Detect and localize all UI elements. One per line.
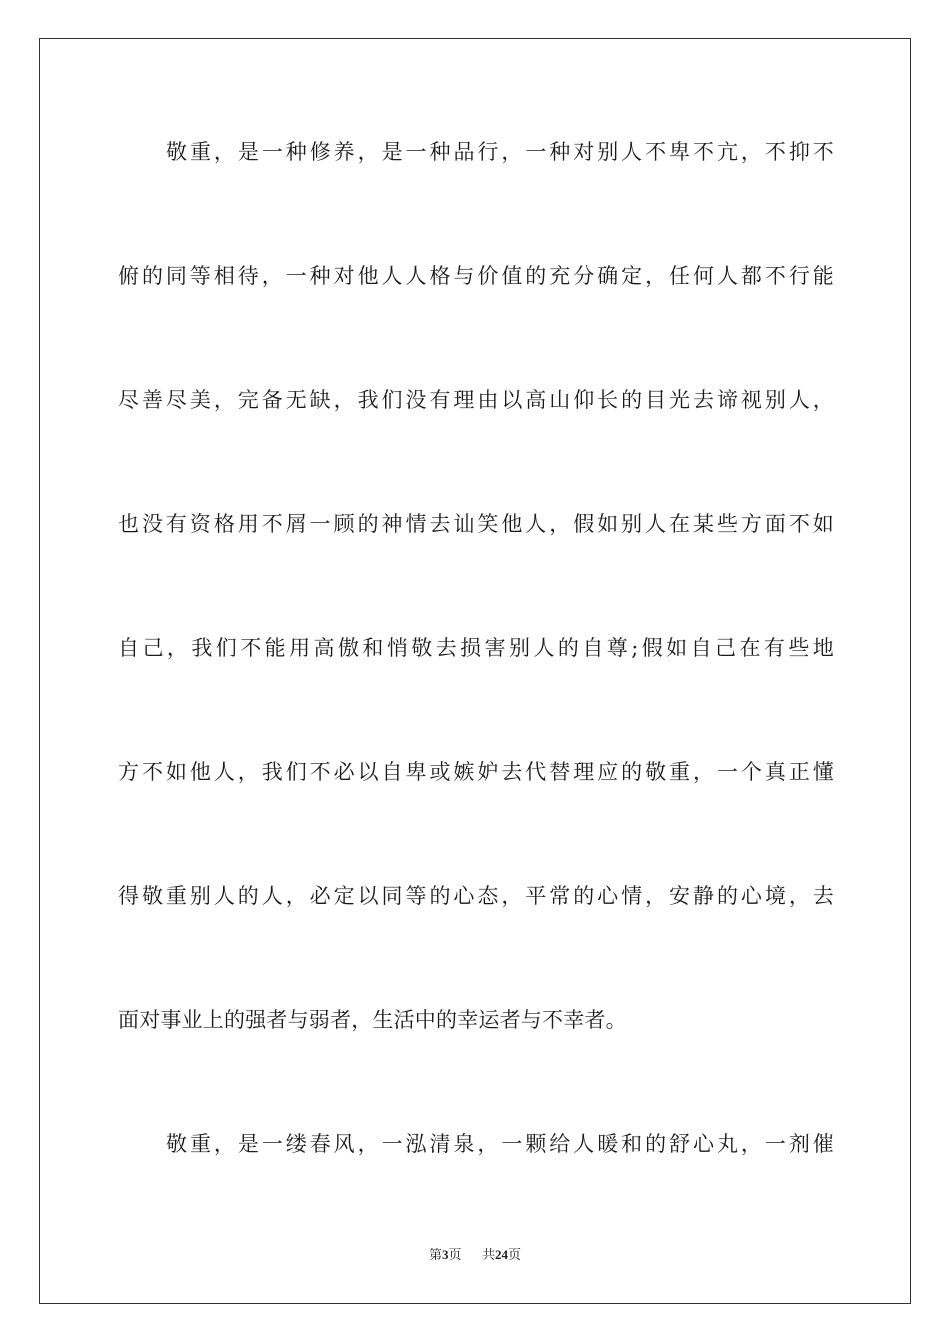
- page-footer: [0, 1246, 950, 1264]
- footer-page-number: 3: [441, 1247, 449, 1262]
- paragraph-1-line-2: 俯的同等相待，一种对他人人格与价值的充分确定，任何人都不行能: [118, 264, 834, 288]
- paragraph-2-line-1: 敬重，是一缕春风，一泓清泉，一颗给人暖和的舒心丸，一剂催: [166, 1132, 834, 1156]
- paragraph-1-line-1: 敬重，是一种修养，是一种品行，一种对别人不卑不亢，不抑不: [166, 140, 834, 164]
- paragraph-1-line-8: 面对事业上的强者与弱者，生活中的幸运者与不幸者。: [118, 1008, 627, 1032]
- footer-page-prefix: 第: [428, 1247, 442, 1262]
- paragraph-1-line-7: 得敬重别人的人，必定以同等的心态，平常的心情，安静的心境，去: [118, 884, 834, 908]
- footer-total-suffix: 页: [508, 1247, 522, 1262]
- paragraph-1-line-5: 自己，我们不能用高傲和悄敬去损害别人的自尊;假如自己在有些地: [118, 636, 834, 660]
- footer-page-suffix: 页: [448, 1247, 462, 1262]
- footer-total-pages: 24: [495, 1247, 509, 1262]
- paragraph-1-line-6: 方不如他人，我们不必以自卑或嫉妒去代替理应的敬重，一个真正懂: [118, 760, 834, 784]
- page-border: [39, 38, 911, 1304]
- paragraph-1-line-3: 尽善尽美，完备无缺，我们没有理由以高山仰长的目光去谛视别人，: [118, 388, 834, 412]
- footer-total-prefix: 共: [482, 1247, 496, 1262]
- paragraph-1-line-4: 也没有资格用不屑一顾的神情去讪笑他人，假如别人在某些方面不如: [118, 512, 834, 536]
